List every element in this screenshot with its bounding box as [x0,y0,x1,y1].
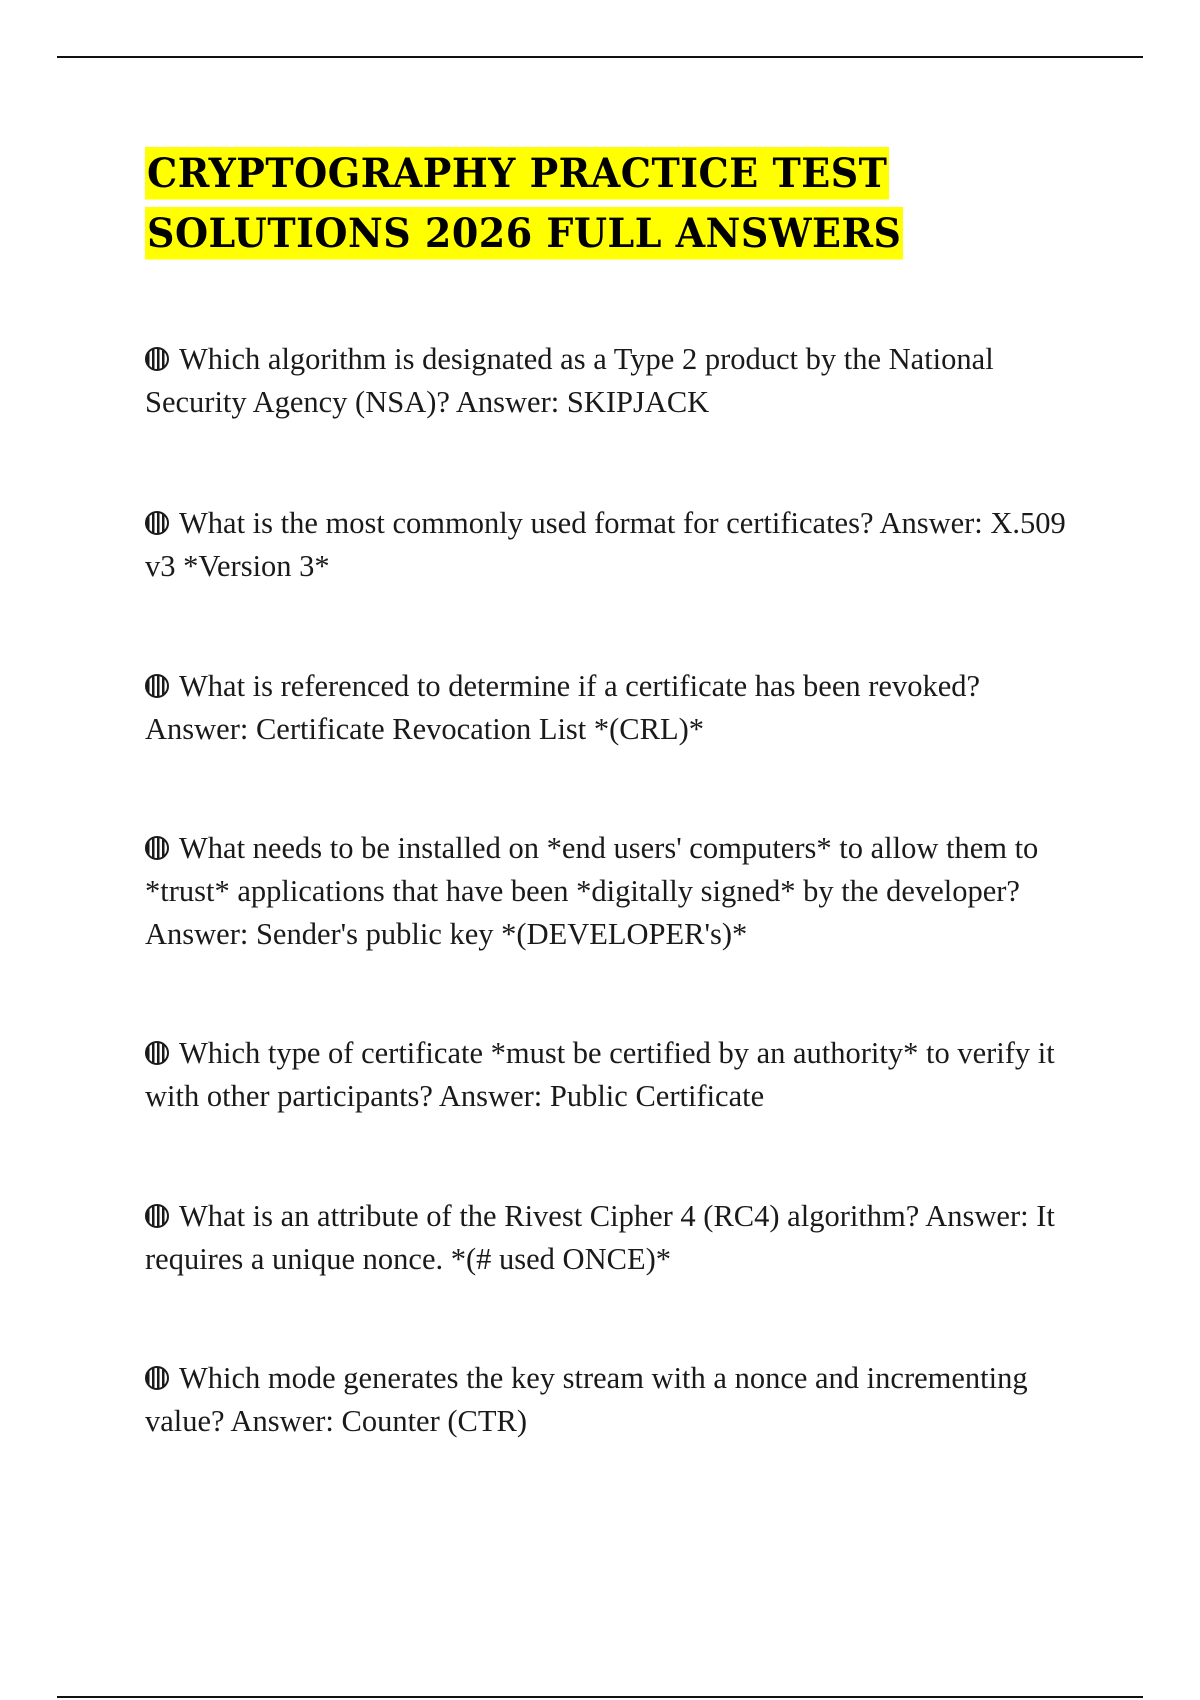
striped-circle-bullet-icon [145,836,169,860]
qa-item-7 [145,1357,1075,1443]
qa-text: What needs to be installed on *end users' computers* to allow them to *trust* applications that have been *digitally signed* by the developer? Answer: Sender's public key *(DEVELOPER's)* [145,831,1039,951]
qa-item-1 [145,338,1075,424]
striped-circle-bullet-icon [145,1204,169,1228]
qa-text: Which mode generates the key stream with a nonce and incrementing value? Answer: Counter (CTR) [145,1361,1028,1438]
bottom-divider [57,1696,1143,1698]
qa-text: What is the most commonly used format for certificates? Answer: X.509 v3 *Version 3* [145,506,1066,583]
qa-item-3 [145,665,1075,751]
striped-circle-bullet-icon [145,511,169,535]
qa-item-5 [145,1032,1075,1118]
qa-text: Which type of certificate *must be certified by an authority* to verify it with other participants? Answer: Public Certificate [145,1036,1055,1113]
qa-item-2 [145,502,1075,588]
title-line-2: SOLUTIONS 2026 FULL ANSWERS [145,207,903,260]
qa-text: What is referenced to determine if a certificate has been revoked? Answer: Certificate Revocation List *(CRL)* [145,669,981,746]
top-divider [57,56,1143,58]
striped-circle-bullet-icon [145,1366,169,1390]
qa-text: What is an attribute of the Rivest Cipher 4 (RC4) algorithm? Answer: It requires a unique nonce. *(# used ONCE)* [145,1199,1055,1276]
striped-circle-bullet-icon [145,674,169,698]
qa-item-4 [145,827,1075,956]
title-line-1: CRYPTOGRAPHY PRACTICE TEST [145,147,889,200]
document-title [145,147,1045,267]
qa-item-6 [145,1195,1075,1281]
striped-circle-bullet-icon [145,1041,169,1065]
striped-circle-bullet-icon [145,347,169,371]
qa-text: Which algorithm is designated as a Type 2 product by the National Security Agency (NSA)? Answer: SKIPJACK [145,342,994,419]
